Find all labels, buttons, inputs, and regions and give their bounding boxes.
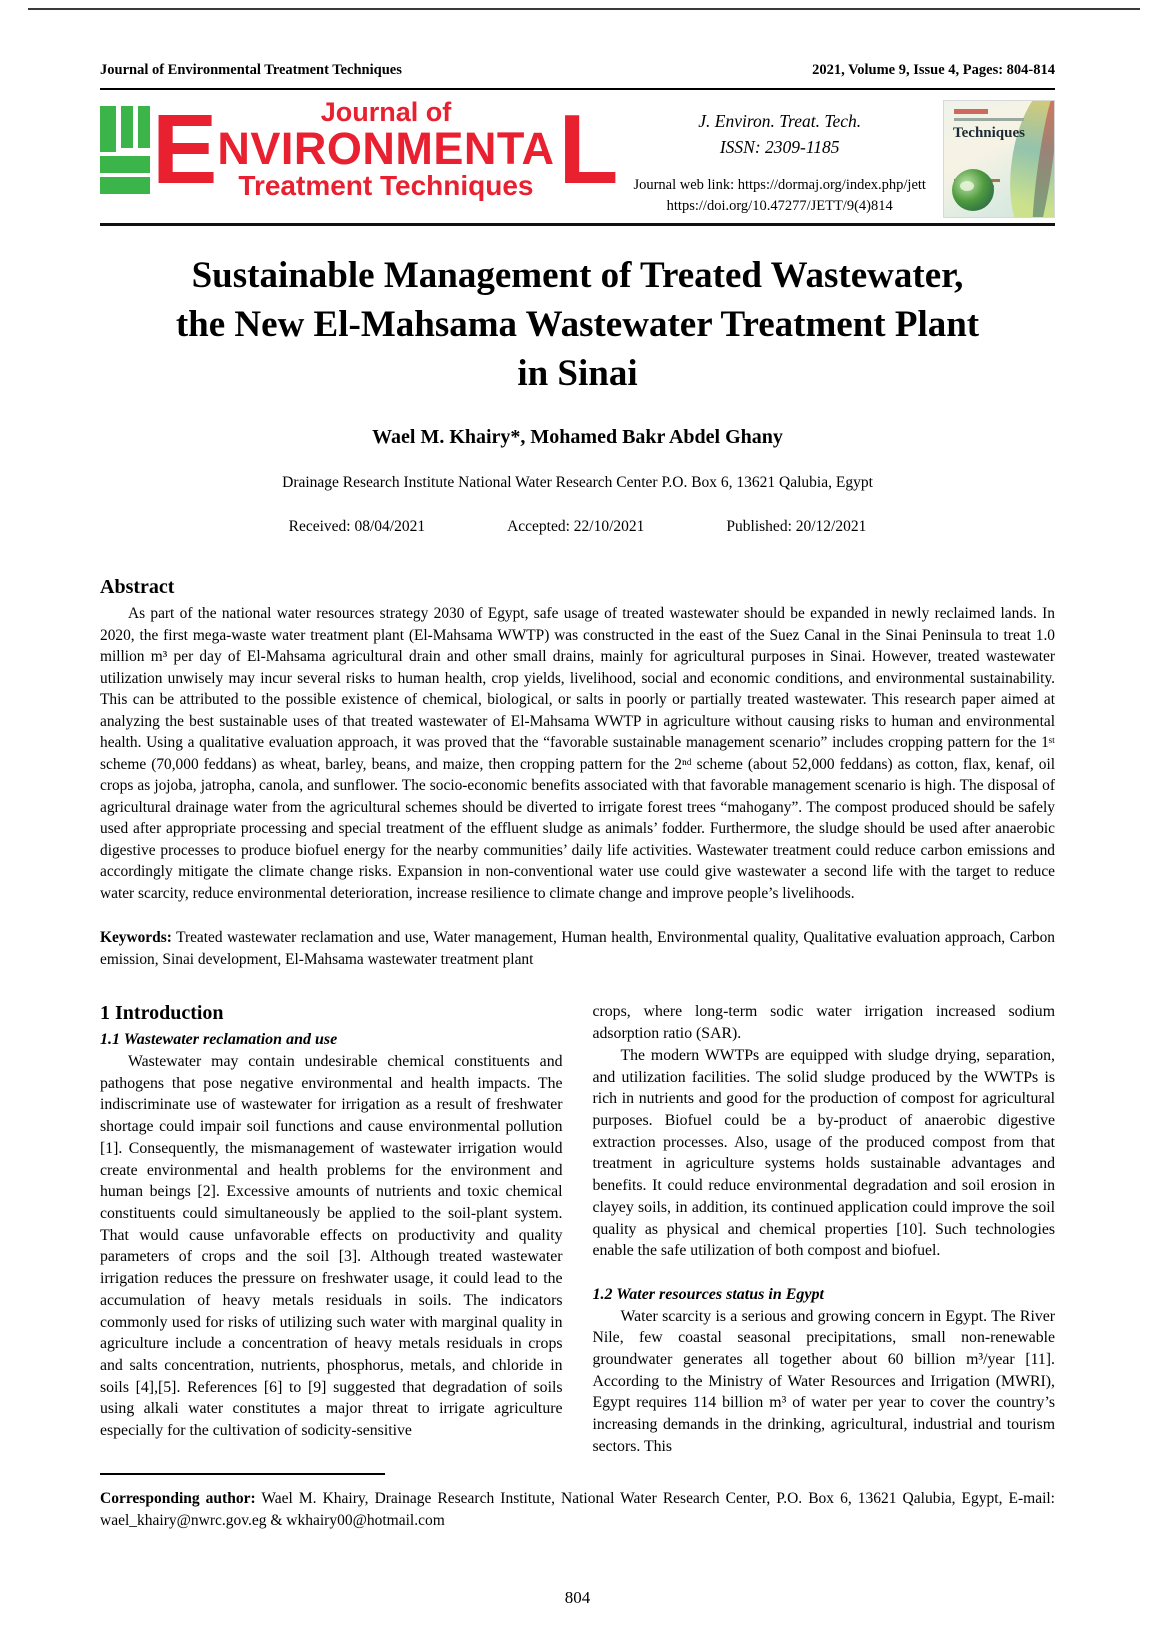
logo-green-bar — [100, 106, 116, 152]
doi-link[interactable]: https://doi.org/10.47277/JETT/9(4)814 — [666, 197, 893, 214]
right-column — [593, 1001, 1056, 1457]
journal-logo — [100, 94, 617, 205]
received-date: Received: 08/04/2021 — [288, 518, 426, 536]
page-number: 804 — [564, 1588, 591, 1608]
corresponding-author-footnote — [100, 1488, 1055, 1532]
left-column-paragraph: Wastewater may contain undesirable chemical constituents and pathogens that pose negative environmental and health impacts. The indiscriminate use of wastewater for irrigation as a result of freshwater shortage could impair soil functions and cause environmental pollution [1]. Consequently, the mismanagement of wastewater irrigation would create environmental and health problems for the environment and human beings [2]. Excessive amounts of nutrients and toxic chemical constituents could simultaneously be applied to the soil-plant system. That would cause unfavorable effects on productivity and quality parameters of crops and the soil [3]. Although treated wastewater irrigation reduces the pressure on freshwater usage, it could lead to the accumulation of heavy metals residuals in soils. The indicators commonly used for risks of utilizing such water with marginal quality in agriculture include a concentration of heavy metals residuals in crops and salts concentration, nutrients, phosphorus, metals, and chloride in soils [4],[5]. References [6] to [9] suggested that degradation of soils using alkali water constitutes a major threat to irrigate agriculture especially for the cultivation of sodicity-sensitive — [100, 1053, 563, 1440]
logo-wordmark — [217, 98, 554, 201]
scan-edge-line — [28, 8, 1140, 10]
affiliation: Drainage Research Institute National Water Research Center P.O. Box 6, 13621 Qalubia, Egypt — [282, 474, 873, 492]
running-header — [100, 0, 1055, 79]
cover-smalltext-decoration — [954, 118, 1024, 121]
logo-letter-e: E — [152, 94, 216, 205]
subsection-heading-1-1: 1.1 Wastewater reclamation and use — [100, 1031, 338, 1049]
page-title — [100, 252, 1055, 398]
logo-green-bar — [138, 106, 150, 148]
footnote-rule — [100, 1473, 385, 1475]
header-rule — [100, 88, 1055, 90]
section-heading-introduction: 1 Introduction — [100, 1002, 224, 1025]
logo-treatment-techniques: Treatment Techniques — [238, 170, 534, 202]
logo-journal-of: Journal of — [320, 97, 452, 127]
cover-publisher-mark — [954, 109, 988, 114]
title-line-2: the New El-Mahsama Wastewater Treatment Plant — [175, 303, 980, 345]
title-line-1: Sustainable Management of Treated Wastewater, — [191, 255, 964, 296]
title-line-3: in Sinai — [517, 352, 638, 394]
keywords — [100, 927, 1055, 971]
subsection-heading-1-2: 1.2 Water resources status in Egypt — [592, 1285, 824, 1303]
footnote-label: Corresponding author: — [100, 1490, 256, 1508]
globe-highlight — [960, 181, 974, 191]
right-column-paragraph: Water scarcity is a serious and growing concern in Egypt. The River Nile, few coastal seasonal precipitations, small non-renewable groundwater generates all together about 60 billion m³/year [11]. According to the Ministry of Water Resources and Irrigation (MWRI), Egypt requires 114 billion m³ of water per year to cover the country’s increasing demands in the drinking, agricultural, industrial and tourism sectors. This — [592, 1307, 1055, 1455]
logo-nvironmenta: NVIRONMENTA — [217, 123, 555, 175]
keywords-label: Keywords: — [100, 929, 172, 947]
abstract-heading: Abstract — [100, 576, 175, 599]
dates-row — [100, 518, 1055, 536]
journal-cover-thumbnail — [943, 100, 1055, 218]
journal-web-link[interactable]: Journal web link: https://dormaj.org/index.php/jett — [633, 176, 926, 193]
logo-green-blocks-icon — [100, 106, 150, 194]
logo-green-bar — [100, 156, 150, 173]
cover-title: Techniques — [953, 125, 1025, 141]
masthead-center — [616, 108, 943, 217]
abstract-text: As part of the national water resources strategy 2030 of Egypt, safe usage of treated wastewater should be expanded in newly reclaimed lands. In 2020, the first mega-waste water treatment plant (El-Mahsama WWTP) was constructed in the east of the Suez Canal in the Sinai Peninsula to treat 1.0 million m³ per day of El-Mahsama agricultural drain and other small drains, mainly for agricultural purposes in Sinai. However, treated wastewater utilization unwisely may incur several risks to human health, crop yields, livelihood, social and economic conditions, and environmental sustainability. This can be attributed to the possible existence of chemical, biological, or salts in poorly or partially treated wastewater. This research paper aimed at analyzing the best sustainable uses of that treated wastewater of El-Mahsama WWTP in agriculture without causing risks to human and environmental health. Using a qualitative evaluation approach, it was proved that the “favorable sustainable management scenario” includes cropping pattern for the 1ˢᵗ scheme (70,000 feddans) as wheat, barley, beans, and maize, then cropping pattern for the 2ⁿᵈ scheme (about 52,000 feddans) as cotton, flax, kenaf, oil crops as jojoba, jatropha, canola, and sunflower. The socio-economic benefits associated with that favorable management scenario is high. The disposal of agricultural drainage water from the agricultural schemes should be diverted to irrigate forest trees “mahogany”. The compost produced should be safely used after appropriate processing and special treatment of the effluent sludge as animals’ fodder. Furthermore, the sludge should be used after anaerobic digestive processes to produce biofuel energy for the nearby communities’ daily life activities. Wastewater treatment could reduce carbon emissions and accordingly mitigate the climate change risks. Expansion in non-conventional water use could give wastewater a second life with the target to reduce water scarcity, reduce environmental deterioration, increase resilience to climate change and improve people’s livelihoods. — [100, 605, 1055, 902]
running-header-issue: 2021, Volume 9, Issue 4, Pages: 804-814 — [812, 62, 1055, 78]
globe-icon — [952, 169, 994, 211]
accepted-date: Accepted: 22/10/2021 — [507, 518, 645, 536]
footnote-text: Wael M. Khairy, Drainage Research Institute, National Water Research Center, P.O. Box 6, 13621 Qalubia, Egypt, E-mail: wael_khairy@nwrc.gov.eg & wkhairy00@hotmail.com — [100, 1490, 1055, 1530]
masthead-rule — [100, 223, 1055, 226]
left-column — [100, 1001, 563, 1457]
two-column-body — [100, 1001, 1055, 1457]
published-date: Published: 20/12/2021 — [726, 518, 867, 536]
journal-abbrev: J. Environ. Treat. Tech. — [698, 111, 862, 131]
logo-letter-l: L — [558, 94, 617, 205]
running-header-journal: Journal of Environmental Treatment Techniques — [100, 62, 402, 78]
right-column-paragraph-continuation: crops, where long-term sodic water irrigation increased sodium adsorption ratio (SAR). — [592, 1003, 1055, 1043]
right-column-paragraph: The modern WWTPs are equipped with sludge drying, separation, and utilization facilities. The solid sludge produced by the WWTPs is rich in nutrients and good for the production of compost for agricultural purposes. Biofuel could be a by-product of anaerobic digestive extraction processes. Also, usage of the produced compost from that treatment in agriculture systems holds sustainable advantages and benefits. It could reduce environmental degradation and soil erosion in clayey soils, in addition, its continued application could improve the soil quality as physical and chemical properties [10]. Such technologies enable the safe utilization of both compost and biofuel. — [592, 1046, 1055, 1260]
logo-green-bar — [121, 106, 133, 148]
authors: Wael M. Khairy*, Mohamed Bakr Abdel Ghany — [372, 426, 783, 449]
masthead — [100, 94, 1055, 218]
issn: ISSN: 2309-1185 — [719, 137, 840, 158]
logo-green-bar — [100, 177, 150, 194]
journal-links — [616, 175, 943, 217]
keywords-text: Treated wastewater reclamation and use, Water management, Human health, Environmental quality, Qualitative evaluation approach, Carbon emission, Sinai development, El-Mahsama wastewater treatment plant — [100, 929, 1055, 969]
